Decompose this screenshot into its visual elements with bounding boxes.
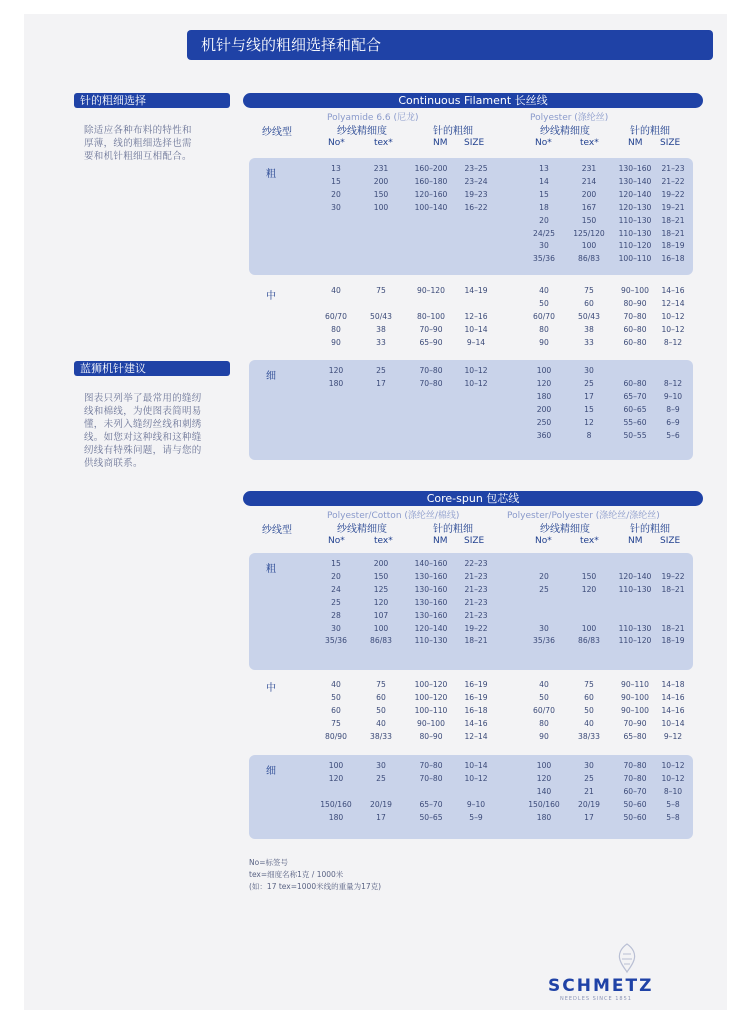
table-cell: 18–19	[661, 636, 685, 646]
no-header: No*	[535, 536, 552, 546]
table-cell: 214	[581, 176, 597, 186]
grade-label-fine: 细	[266, 766, 276, 777]
table-cell: 17	[584, 812, 594, 822]
table-cell: 10–12	[464, 378, 488, 388]
table-cell: 35/36	[325, 636, 347, 646]
table-cell: 24/25	[533, 228, 555, 238]
table-cell: 120	[373, 597, 389, 607]
table-cell: 19–22	[661, 189, 685, 199]
table-cell: 25	[331, 597, 341, 607]
table-cell: 15	[584, 404, 594, 414]
table-cell: 60	[331, 705, 341, 715]
table-cell: 60–70	[623, 786, 647, 796]
table-cell: 90	[539, 337, 549, 347]
table-cell: 110–130	[414, 636, 448, 646]
table-cell: 21–23	[661, 164, 685, 173]
table-cell: 40	[331, 680, 341, 689]
table-cell: 75	[376, 680, 386, 689]
table-cell: 30	[331, 202, 341, 212]
table-cell: 30	[331, 623, 341, 633]
table-cell: 70–80	[623, 311, 647, 321]
table-cell: 130–160	[414, 571, 448, 581]
footnote-line: No=标签号	[249, 858, 288, 867]
table-cell: 5–9	[469, 812, 483, 822]
no-header: No*	[328, 536, 345, 546]
table-cell: 15	[539, 189, 549, 199]
table-cell: 130–160	[414, 584, 448, 594]
page-title: 机针与线的粗细选择和配合	[187, 30, 713, 60]
side-paragraph-needle-selection	[84, 124, 232, 163]
table-cell: 125	[373, 584, 389, 594]
table-cell: 107	[373, 610, 389, 620]
table-cell: 25	[376, 773, 386, 783]
side-heading-needle-selection: 针的粗细选择	[74, 93, 230, 108]
table-cell: 21–23	[464, 610, 488, 620]
table-cell: 25	[584, 773, 594, 783]
table-cell: 50–60	[623, 812, 647, 822]
no-header: No*	[328, 138, 345, 148]
table-cell: 38	[584, 324, 594, 334]
table-cell: 9–12	[663, 731, 683, 741]
table-cell: 75	[331, 718, 341, 728]
table-cell: 120	[328, 366, 344, 375]
table-cell: 50	[539, 692, 549, 702]
table-cell: 70–80	[419, 378, 443, 388]
table-cell: 9–10	[663, 391, 683, 401]
table-cell: 120	[536, 773, 552, 783]
table-cell: 120	[581, 584, 597, 594]
nm-header: NM	[433, 536, 448, 546]
table-cell: 30	[376, 761, 386, 770]
table-cell: 100	[581, 241, 597, 251]
table-cell: 20/19	[370, 799, 392, 809]
table-cell: 30	[584, 366, 594, 375]
table-cell: 40	[539, 680, 549, 689]
table-cell: 15	[331, 559, 341, 568]
table-cell: 150/160	[320, 799, 352, 809]
table-cell: 90–100	[621, 286, 649, 295]
table-cell: 80	[331, 324, 341, 334]
table-cell: 8–10	[663, 786, 683, 796]
table-cell: 90–100	[417, 718, 445, 728]
table-cell: 130–160	[618, 164, 652, 173]
table-cell: 60–80	[623, 324, 647, 334]
table-cell: 60–65	[623, 404, 647, 414]
table-cell: 25	[584, 378, 594, 388]
table-cell: 8	[586, 430, 592, 440]
table-cell: 231	[373, 164, 389, 173]
table-cell: 50	[376, 705, 386, 715]
table-cell: 200	[581, 189, 597, 199]
table-cell: 5–8	[666, 812, 680, 822]
table-cell: 120–140	[618, 189, 652, 199]
table-cell: 86/83	[578, 636, 600, 646]
size-header: SIZE	[660, 536, 681, 546]
paragraph-line: 线和棉线，为使图表简明易	[84, 406, 202, 417]
table-cell: 21–23	[464, 571, 488, 581]
table-cell: 200	[373, 176, 389, 186]
table-cell: 100–120	[414, 680, 448, 689]
table-cell: 80–90	[623, 298, 647, 308]
table-cell: 60/70	[533, 705, 555, 715]
table-cell: 10–12	[661, 324, 685, 334]
size-header: SIZE	[660, 138, 681, 148]
table-cell: 150	[581, 571, 597, 581]
table-cell: 33	[584, 337, 594, 347]
footnote-line: tex=细度名称1克 / 1000米	[249, 870, 344, 879]
table-cell: 35/36	[533, 254, 555, 264]
table-cell: 167	[581, 202, 597, 212]
fineness-header: 纱线精细度	[540, 524, 590, 535]
table-cell: 70–80	[623, 773, 647, 783]
table-cell: 50/43	[578, 311, 600, 321]
right-thread-name: Polyester (涤纶丝)	[530, 113, 609, 123]
table-cell: 20	[539, 571, 549, 581]
table-cell: 100	[373, 623, 389, 633]
needle-header: 针的粗细	[630, 126, 670, 137]
table-cell: 14–19	[464, 286, 488, 295]
table-cell: 75	[584, 286, 594, 295]
table-cell: 160–200	[414, 164, 448, 173]
table-cell: 30	[539, 241, 549, 251]
table-cell: 23–25	[464, 164, 488, 173]
table-cell: 6–9	[666, 417, 680, 427]
table-cell: 140	[536, 786, 552, 796]
table-cell: 75	[584, 680, 594, 689]
table-cell: 12–14	[661, 298, 685, 308]
table-cell: 10–14	[464, 761, 488, 770]
paragraph-line: 除适应各种布料的特性和	[84, 125, 192, 136]
tex-header: tex*	[580, 138, 599, 148]
table-cell: 19–22	[464, 623, 488, 633]
table-cell: 80	[539, 718, 549, 728]
table-cell: 18–21	[661, 623, 685, 633]
needle-header: 针的粗细	[630, 524, 670, 535]
table-cell: 38/33	[578, 731, 600, 741]
table-cell: 360	[536, 430, 552, 440]
side-heading-recommendation: 蓝狮机针建议	[74, 361, 230, 376]
table-cell: 40	[376, 718, 386, 728]
nm-header: NM	[628, 536, 643, 546]
table-cell: 50–60	[623, 799, 647, 809]
no-header: No*	[535, 138, 552, 148]
table-cell: 22–23	[464, 559, 488, 568]
table-cell: 120–140	[618, 571, 652, 581]
tex-header: tex*	[374, 536, 393, 546]
table-cell: 160–180	[414, 176, 448, 186]
table-cell: 65–70	[419, 799, 443, 809]
table-cell: 90	[539, 731, 549, 741]
table-cell: 9–10	[466, 799, 486, 809]
table-cell: 16–19	[464, 692, 488, 702]
schmetz-logo: SCHMETZ	[548, 976, 654, 996]
table-cell: 21	[584, 786, 594, 796]
paragraph-line: 线。如您对这种线和这种缝	[84, 432, 202, 443]
table-cell: 18–21	[464, 636, 488, 646]
table-cell: 16–19	[464, 680, 488, 689]
table-cell: 10–12	[464, 773, 488, 783]
table-cell: 200	[373, 559, 389, 568]
fineness-header: 纱线精细度	[540, 126, 590, 137]
table-cell: 110–130	[618, 215, 652, 225]
table-cell: 14–16	[661, 692, 685, 702]
table-cell: 90–120	[417, 286, 445, 295]
table-cell: 231	[581, 164, 597, 173]
table-cell: 90–100	[621, 692, 649, 702]
table-cell: 30	[584, 761, 594, 770]
paragraph-line: 纫线有特殊问题，请与您的	[84, 445, 202, 456]
table-cell: 23–24	[464, 176, 488, 186]
table-cell: 140–160	[414, 559, 448, 568]
table-cell: 33	[376, 337, 386, 347]
table-cell: 21–22	[661, 176, 685, 186]
paragraph-line: 要和机针粗细互相配合。	[84, 151, 192, 162]
table-cell: 13	[331, 164, 341, 173]
table-cell: 60/70	[533, 311, 555, 321]
table-cell: 20	[539, 215, 549, 225]
table-cell: 150	[373, 189, 389, 199]
table-cell: 60	[376, 692, 386, 702]
table-cell: 86/83	[370, 636, 392, 646]
table-cell: 20	[331, 571, 341, 581]
table-cell: 50–55	[623, 430, 647, 440]
table-cell: 65–80	[623, 731, 647, 741]
table-cell: 110–120	[618, 636, 652, 646]
table-cell: 14	[539, 176, 549, 186]
table-cell: 14–16	[464, 718, 488, 728]
table-cell: 18	[539, 202, 549, 212]
yarn-type-header: 纱线型	[262, 127, 292, 138]
table-cell: 28	[331, 610, 341, 620]
table-cell: 86/83	[578, 254, 600, 264]
table-cell: 19–21	[661, 202, 685, 212]
table-cell: 40	[539, 286, 549, 295]
table-cell: 100	[328, 761, 344, 770]
table-cell: 80–100	[417, 311, 445, 321]
table-cell: 130–160	[414, 597, 448, 607]
table-cell: 50/43	[370, 311, 392, 321]
right-thread-name: Polyester/Polyester (涤纶丝/涤纶丝)	[507, 511, 660, 521]
table-cell: 50–65	[419, 812, 443, 822]
table-cell: 80	[539, 324, 549, 334]
table-cell: 21–23	[464, 597, 488, 607]
table-cell: 125/120	[573, 228, 605, 238]
table-cell: 120	[328, 773, 344, 783]
paragraph-line: 供线商联系。	[84, 458, 143, 469]
table-cell: 15	[331, 176, 341, 186]
left-thread-name: Polyamide 6.6 (尼龙)	[327, 113, 419, 123]
table-cell: 75	[376, 286, 386, 295]
table-cell: 65–90	[419, 337, 443, 347]
paragraph-line: 图表只列举了最常用的缝纫	[84, 393, 202, 404]
table-cell: 70–80	[419, 366, 443, 375]
table-cell: 10–14	[464, 324, 488, 334]
paragraph-line: 懂，未列入缝纫丝线和刺绣	[84, 419, 202, 430]
table-cell: 16–22	[464, 202, 488, 212]
table-cell: 55–60	[623, 417, 647, 427]
table-cell: 100–110	[414, 705, 448, 715]
table-cell: 60–80	[623, 378, 647, 388]
table-cell: 120–140	[414, 623, 448, 633]
table-cell: 40	[331, 286, 341, 295]
table-cell: 120–130	[618, 202, 652, 212]
table-cell: 35/36	[533, 636, 555, 646]
table-cell: 130–160	[414, 610, 448, 620]
table-cell: 13	[539, 164, 549, 173]
table-cell: 12–14	[464, 731, 488, 741]
table-cell: 150	[373, 571, 389, 581]
table-cell: 12	[584, 417, 594, 427]
table-cell: 70–90	[623, 718, 647, 728]
table-cell: 21–23	[464, 584, 488, 594]
table-cell: 17	[584, 391, 594, 401]
table-cell: 60/70	[325, 311, 347, 321]
table-cell: 14–16	[661, 705, 685, 715]
footnote-line: (如：17 tex=1000米线的重量为17克)	[249, 882, 382, 891]
table-cell: 50	[584, 705, 594, 715]
needle-header: 针的粗细	[433, 126, 473, 137]
table-cell: 60	[584, 692, 594, 702]
grade-label-fine: 细	[266, 371, 276, 382]
table-cell: 180	[536, 812, 552, 822]
table-cell: 100	[581, 623, 597, 633]
table-cell: 25	[376, 366, 386, 375]
table-title-bar: Continuous Filament 长丝线	[243, 93, 703, 108]
table-cell: 8–12	[663, 337, 683, 347]
logo-tagline: NEEDLES SINCE 1851	[560, 996, 632, 1002]
table-cell: 8–12	[663, 378, 683, 388]
table-cell: 20/19	[578, 799, 600, 809]
table-cell: 80–90	[419, 731, 443, 741]
grade-label-coarse: 粗	[266, 169, 276, 180]
table-cell: 180	[328, 812, 344, 822]
left-thread-name: Polyester/Cotton (涤纶丝/棉线)	[327, 511, 460, 521]
fineness-header: 纱线精细度	[337, 126, 387, 137]
table-cell: 180	[536, 391, 552, 401]
table-cell: 70–80	[623, 761, 647, 770]
table-cell: 18–21	[661, 584, 685, 594]
table-cell: 90–100	[621, 705, 649, 715]
table-cell: 150	[581, 215, 597, 225]
table-cell: 19–22	[661, 571, 685, 581]
table-cell: 38/33	[370, 731, 392, 741]
tex-header: tex*	[374, 138, 393, 148]
table-cell: 100	[373, 202, 389, 212]
table-cell: 14–16	[661, 286, 685, 295]
table-cell: 200	[536, 404, 552, 414]
table-cell: 16–18	[464, 705, 488, 715]
grade-label-coarse: 粗	[266, 564, 276, 575]
table-cell: 12–16	[464, 311, 488, 321]
nm-header: NM	[433, 138, 448, 148]
size-header: SIZE	[464, 536, 485, 546]
table-cell: 110–120	[618, 241, 652, 251]
table-cell: 100–120	[414, 692, 448, 702]
needle-header: 针的粗细	[433, 524, 473, 535]
table-cell: 180	[328, 378, 344, 388]
table-cell: 70–90	[419, 324, 443, 334]
table-cell: 8–9	[666, 404, 680, 414]
table-cell: 100	[536, 761, 552, 770]
table-cell: 250	[536, 417, 552, 427]
table-cell: 50	[539, 298, 549, 308]
table-cell: 100–140	[414, 202, 448, 212]
table-cell: 100–110	[618, 254, 652, 264]
table-cell: 18–21	[661, 215, 685, 225]
table-cell: 14–18	[661, 680, 685, 689]
table-cell: 150/160	[528, 799, 560, 809]
table-cell: 90–110	[621, 680, 649, 689]
table-cell: 130–140	[618, 176, 652, 186]
table-cell: 5–8	[666, 799, 680, 809]
table-cell: 60–80	[623, 337, 647, 347]
table-cell: 65–70	[623, 391, 647, 401]
grade-label-medium: 中	[266, 683, 276, 694]
table-cell: 10–12	[661, 773, 685, 783]
table-title-bar: Core-spun 包芯线	[243, 491, 703, 506]
grade-label-medium: 中	[266, 291, 276, 302]
size-header: SIZE	[464, 138, 485, 148]
tex-header: tex*	[580, 536, 599, 546]
side-paragraph-recommendation	[84, 392, 232, 470]
table-cell: 18–21	[661, 228, 685, 238]
nm-header: NM	[628, 138, 643, 148]
table-cell: 19–23	[464, 189, 488, 199]
table-cell: 100	[536, 366, 552, 375]
table-cell: 10–14	[661, 718, 685, 728]
table-cell: 110–130	[618, 623, 652, 633]
table-cell: 90	[331, 337, 341, 347]
table-cell: 40	[584, 718, 594, 728]
table-cell: 30	[539, 623, 549, 633]
table-cell: 17	[376, 812, 386, 822]
table-cell: 70–80	[419, 761, 443, 770]
lion-crest-icon	[612, 942, 642, 974]
table-cell: 50	[331, 692, 341, 702]
table-cell: 80/90	[325, 731, 347, 741]
table-cell: 5–6	[666, 430, 680, 440]
fineness-header: 纱线精细度	[337, 524, 387, 535]
table-cell: 25	[539, 584, 549, 594]
table-cell: 10–12	[661, 311, 685, 321]
table-cell: 38	[376, 324, 386, 334]
table-cell: 70–80	[419, 773, 443, 783]
yarn-type-header: 纱线型	[262, 525, 292, 536]
table-cell: 110–130	[618, 228, 652, 238]
table-cell: 9–14	[466, 337, 486, 347]
table-cell: 20	[331, 189, 341, 199]
table-cell: 17	[376, 378, 386, 388]
table-cell: 16–18	[661, 254, 685, 264]
table-cell: 24	[331, 584, 341, 594]
table-cell: 10–12	[661, 761, 685, 770]
paragraph-line: 厚薄，线的粗细选择也需	[84, 138, 192, 149]
table-cell: 60	[584, 298, 594, 308]
table-cell: 10–12	[464, 366, 488, 375]
table-cell: 18–19	[661, 241, 685, 251]
table-cell: 120–160	[414, 189, 448, 199]
table-cell: 110–130	[618, 584, 652, 594]
table-cell: 120	[536, 378, 552, 388]
